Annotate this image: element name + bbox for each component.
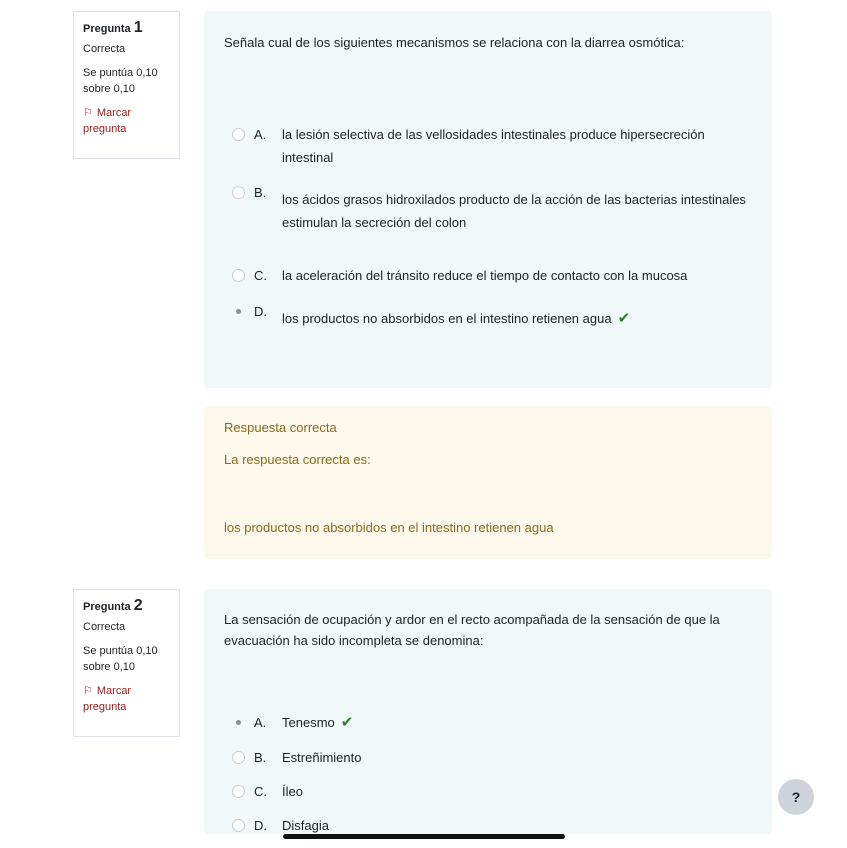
flag-icon: ⚐ <box>83 685 93 697</box>
flag-label-1: Marcar <box>96 685 132 697</box>
question-label: Pregunta <box>83 23 131 35</box>
option-c[interactable] <box>232 780 752 804</box>
flag-icon: ⚐ <box>83 107 93 119</box>
check-icon: ✔ <box>340 714 354 731</box>
radio-button[interactable] <box>232 128 245 141</box>
flag-label-2: pregunta <box>83 123 127 135</box>
help-icon: ? <box>791 789 801 805</box>
question-state: Correcta <box>83 621 126 633</box>
question-state: Correcta <box>83 43 126 55</box>
option-text: Tenesmo <box>282 715 335 730</box>
option-letter: D. <box>254 304 267 319</box>
option-text: Estreñimiento <box>282 750 362 765</box>
option-text: la aceleración del tránsito reduce el tiempo de contacto con la mucosa <box>282 268 688 283</box>
grade-line-1: Se puntúa 0,10 <box>83 645 158 657</box>
option-text: Disfagia <box>282 818 329 833</box>
grade-line-2: sobre 0,10 <box>83 83 135 95</box>
option-d[interactable] <box>232 300 752 330</box>
right-answer: los productos no absorbidos en el intestino retienen agua <box>224 520 554 535</box>
check-icon: ✔ <box>617 310 631 327</box>
right-answer-label: La respuesta correcta es: <box>224 452 371 467</box>
question-text: Señala cual de los siguientes mecanismos se relaciona con la diarrea osmótica: <box>224 35 685 50</box>
question-number-value: 2 <box>133 597 143 614</box>
option-text: la lesión selectiva de las vellosidades intestinales produce hipersecreción intestinal <box>282 127 705 165</box>
question-2-info <box>73 589 180 737</box>
radio-button[interactable] <box>232 785 245 798</box>
flag-question-link[interactable] <box>83 683 171 715</box>
question-1-content <box>204 11 772 388</box>
flag-question-link[interactable] <box>83 105 171 137</box>
option-letter: B. <box>254 750 267 765</box>
radio-button[interactable] <box>232 819 245 832</box>
option-d[interactable] <box>232 814 752 834</box>
radio-button[interactable] <box>232 186 245 199</box>
option-text: los productos no absorbidos en el intestino retienen agua <box>282 311 612 326</box>
option-letter: A. <box>254 127 267 142</box>
question-text: La sensación de ocupación y ardor en el recto acompañada de la sensación de que la evacuación ha sido incompleta se denomina: <box>224 612 720 648</box>
flag-label-1: Marcar <box>96 107 132 119</box>
question-number-value: 1 <box>133 19 143 36</box>
radio-button-selected[interactable] <box>232 305 245 318</box>
option-letter: B. <box>254 185 267 200</box>
option-b[interactable] <box>232 746 752 770</box>
option-c[interactable] <box>232 264 752 288</box>
question-grade <box>83 65 171 97</box>
home-indicator <box>283 834 565 839</box>
option-text: Íleo <box>282 784 303 799</box>
option-text: los ácidos grasos hidroxilados producto de la acción de las bacterias intestinales estimulan la secreción del colon <box>282 192 746 230</box>
option-b[interactable] <box>232 181 752 231</box>
option-a[interactable] <box>232 711 752 735</box>
radio-button-selected[interactable] <box>232 716 245 729</box>
flag-label-2: pregunta <box>83 701 127 713</box>
help-button[interactable] <box>778 779 814 815</box>
feedback-status: Respuesta correcta <box>224 420 337 435</box>
feedback-box <box>204 406 772 559</box>
radio-button[interactable] <box>232 269 245 282</box>
option-letter: A. <box>254 715 267 730</box>
radio-button[interactable] <box>232 751 245 764</box>
question-number <box>83 20 171 37</box>
option-letter: C. <box>254 784 267 799</box>
question-number <box>83 598 171 615</box>
option-letter: C. <box>254 268 267 283</box>
question-2-content <box>204 589 772 834</box>
grade-line-1: Se puntúa 0,10 <box>83 67 158 79</box>
question-1-info <box>73 11 180 159</box>
grade-line-2: sobre 0,10 <box>83 661 135 673</box>
option-letter: D. <box>254 818 267 833</box>
option-a[interactable] <box>232 123 752 169</box>
question-grade <box>83 643 171 675</box>
question-label: Pregunta <box>83 601 131 613</box>
